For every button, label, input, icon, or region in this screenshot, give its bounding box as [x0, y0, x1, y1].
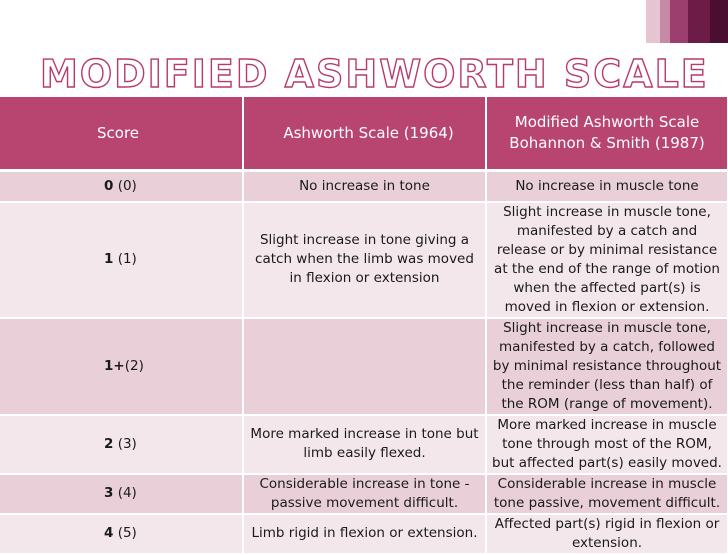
stripe — [710, 0, 728, 43]
score-sub: (4) — [113, 485, 137, 501]
ashworth-cell — [243, 318, 486, 415]
score-sub: (5) — [113, 525, 137, 541]
header-modified-line2: Bohannon & Smith (1987) — [509, 134, 705, 152]
stripe — [646, 0, 660, 43]
header-score: Score — [0, 97, 243, 171]
score-sub: (0) — [113, 177, 137, 194]
score-sub: (3) — [113, 435, 137, 452]
table-row — [0, 514, 728, 554]
score-value: 3 — [104, 485, 114, 501]
score-value: 2 — [104, 435, 114, 452]
score-cell — [0, 202, 243, 318]
header-modified-line1: Modified Ashworth Scale — [514, 113, 700, 131]
ashworth-cell: No increase in tone — [243, 171, 486, 202]
score-cell — [0, 318, 243, 415]
score-cell — [0, 474, 243, 514]
score-cell — [0, 415, 243, 474]
modified-cell: Affected part(s) rigid in flexion or extension. — [486, 514, 728, 554]
table-row — [0, 415, 728, 474]
stripe — [688, 0, 710, 43]
stripe — [670, 0, 688, 43]
table-header-row — [0, 97, 728, 171]
modified-cell: Considerable increase in muscle tone passive, movement difficult. — [486, 474, 728, 514]
score-value: 1+ — [104, 357, 125, 374]
ashworth-cell: Limb rigid in flexion or extension. — [243, 514, 486, 554]
modified-cell: Slight increase in muscle tone, manifested by a catch, followed by minimal resistance throughout the reminder (less than half) of the ROM (range of movement). — [486, 318, 728, 415]
header-ashworth: Ashworth Scale (1964) — [243, 97, 486, 171]
score-cell — [0, 514, 243, 554]
table-row — [0, 474, 728, 514]
score-cell — [0, 171, 243, 202]
modified-cell: No increase in muscle tone — [486, 171, 728, 202]
score-sub: (1) — [113, 251, 137, 267]
ashworth-cell: Considerable increase in tone - passive movement difficult. — [243, 474, 486, 514]
ashworth-cell: Slight increase in tone giving a catch when the limb was moved in flexion or extension — [243, 202, 486, 318]
header-band — [0, 0, 728, 43]
ashworth-cell: More marked increase in tone but limb easily flexed. — [243, 415, 486, 474]
modified-cell: Slight increase in muscle tone, manifested by a catch and release or by minimal resistance at the end of the range of motion when the affected part(s) is moved in flexion or extension. — [486, 202, 728, 318]
modified-cell: More marked increase in muscle tone through most of the ROM, but affected part(s) easily moved. — [486, 415, 728, 474]
table-row — [0, 318, 728, 415]
table-row — [0, 202, 728, 318]
stripe — [660, 0, 670, 43]
score-value: 0 — [104, 177, 114, 194]
slide-title: MODIFIED ASHWORTH SCALE — [40, 52, 709, 96]
ashworth-table — [0, 97, 728, 555]
score-sub: (2) — [124, 357, 144, 374]
header-modified — [486, 97, 728, 171]
score-value: 1 — [104, 251, 114, 267]
score-value: 4 — [104, 525, 114, 541]
decorative-stripes — [646, 0, 728, 43]
table-row — [0, 171, 728, 202]
